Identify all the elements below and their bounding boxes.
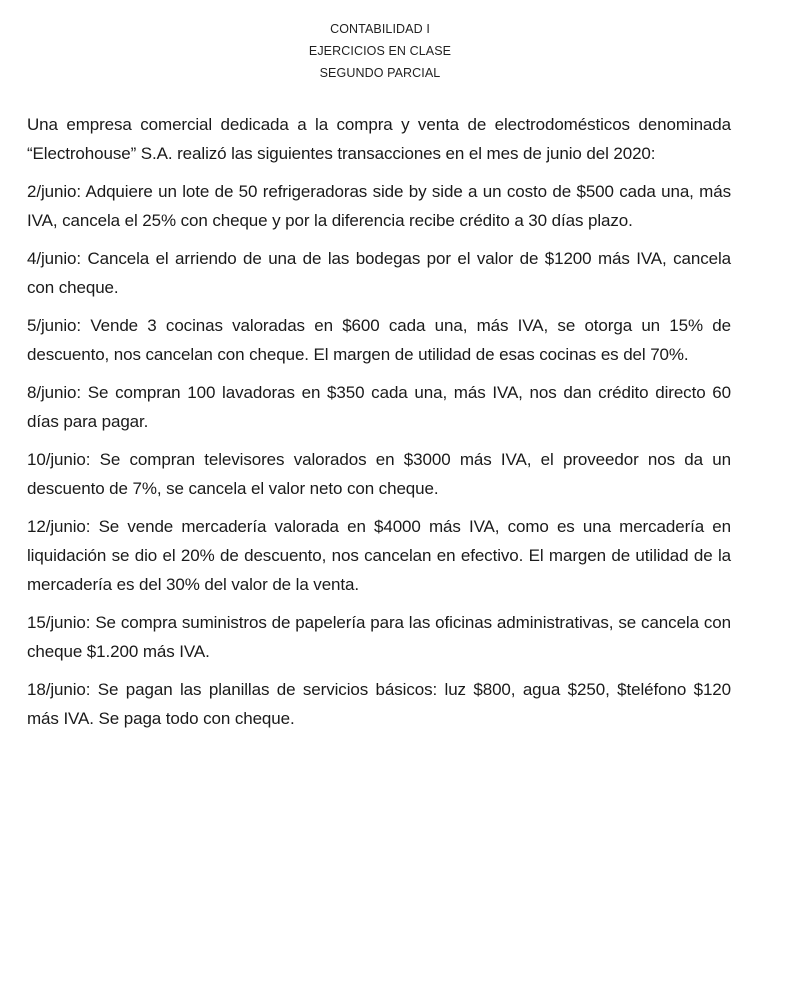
transaction-date: 4/junio: bbox=[27, 249, 82, 268]
transaction-paragraph bbox=[27, 378, 731, 436]
transaction-date: 5/junio: bbox=[27, 316, 82, 335]
transaction-date: 15/junio: bbox=[27, 613, 91, 632]
transaction-paragraph bbox=[27, 311, 731, 369]
transaction-paragraph bbox=[27, 675, 731, 733]
transaction-text: Cancela el arriendo de una de las bodegas por el valor de $1200 más IVA, cancela con cheque. bbox=[27, 249, 731, 297]
intro-paragraph: Una empresa comercial dedicada a la compra y venta de electrodomésticos denominada “Electrohouse” S.A. realizó las siguientes transacciones en el mes de junio del 2020: bbox=[27, 115, 731, 163]
transaction-text: Se vende mercadería valorada en $4000 más IVA, como es una mercadería en liquidación se dio el 20% de descuento, nos cancelan en efectivo. El margen de utilidad de la mercadería es del 30% del valor de la venta. bbox=[27, 517, 732, 594]
transaction-paragraph bbox=[27, 445, 731, 503]
transaction-text: Se compra suministros de papelería para las oficinas administrativas, se cancela con cheque $1.200 más IVA. bbox=[27, 613, 731, 661]
transaction-text: Se pagan las planillas de servicios básicos: luz $800, agua $250, $teléfono $120 más IVA. Se paga todo con cheque. bbox=[27, 680, 732, 728]
transaction-paragraph bbox=[27, 177, 731, 235]
transaction-paragraph bbox=[27, 244, 731, 302]
transaction-text: Vende 3 cocinas valoradas en $600 cada una, más IVA, se otorga un 15% de descuento, nos cancelan con cheque. El margen de utilidad de esas cocinas es del 70%. bbox=[27, 316, 732, 364]
transaction-date: 12/junio: bbox=[27, 517, 91, 536]
exercise-title: EJERCICIOS EN CLASE bbox=[308, 44, 452, 58]
transaction-date: 10/junio: bbox=[27, 450, 91, 469]
transaction-paragraph bbox=[27, 512, 731, 599]
document-body bbox=[27, 110, 731, 733]
transaction-date: 18/junio: bbox=[27, 680, 91, 699]
course-title: CONTABILIDAD I bbox=[330, 22, 430, 36]
transaction-text: Adquiere un lote de 50 refrigeradoras side by side a un costo de $500 cada una, más IVA, cancela el 25% con cheque y por la diferencia recibe crédito a 30 días plazo. bbox=[27, 182, 732, 230]
transaction-date: 2/junio: bbox=[27, 182, 82, 201]
term-title: SEGUNDO PARCIAL bbox=[319, 66, 441, 80]
transaction-text: Se compran 100 lavadoras en $350 cada una, más IVA, nos dan crédito directo 60 días para pagar. bbox=[27, 383, 731, 431]
transaction-date: 8/junio: bbox=[27, 383, 82, 402]
document-header bbox=[0, 18, 760, 84]
transaction-text: Se compran televisores valorados en $3000 más IVA, el proveedor nos da un descuento de 7%, se cancela el valor neto con cheque. bbox=[27, 450, 731, 498]
transaction-paragraph bbox=[27, 608, 731, 666]
